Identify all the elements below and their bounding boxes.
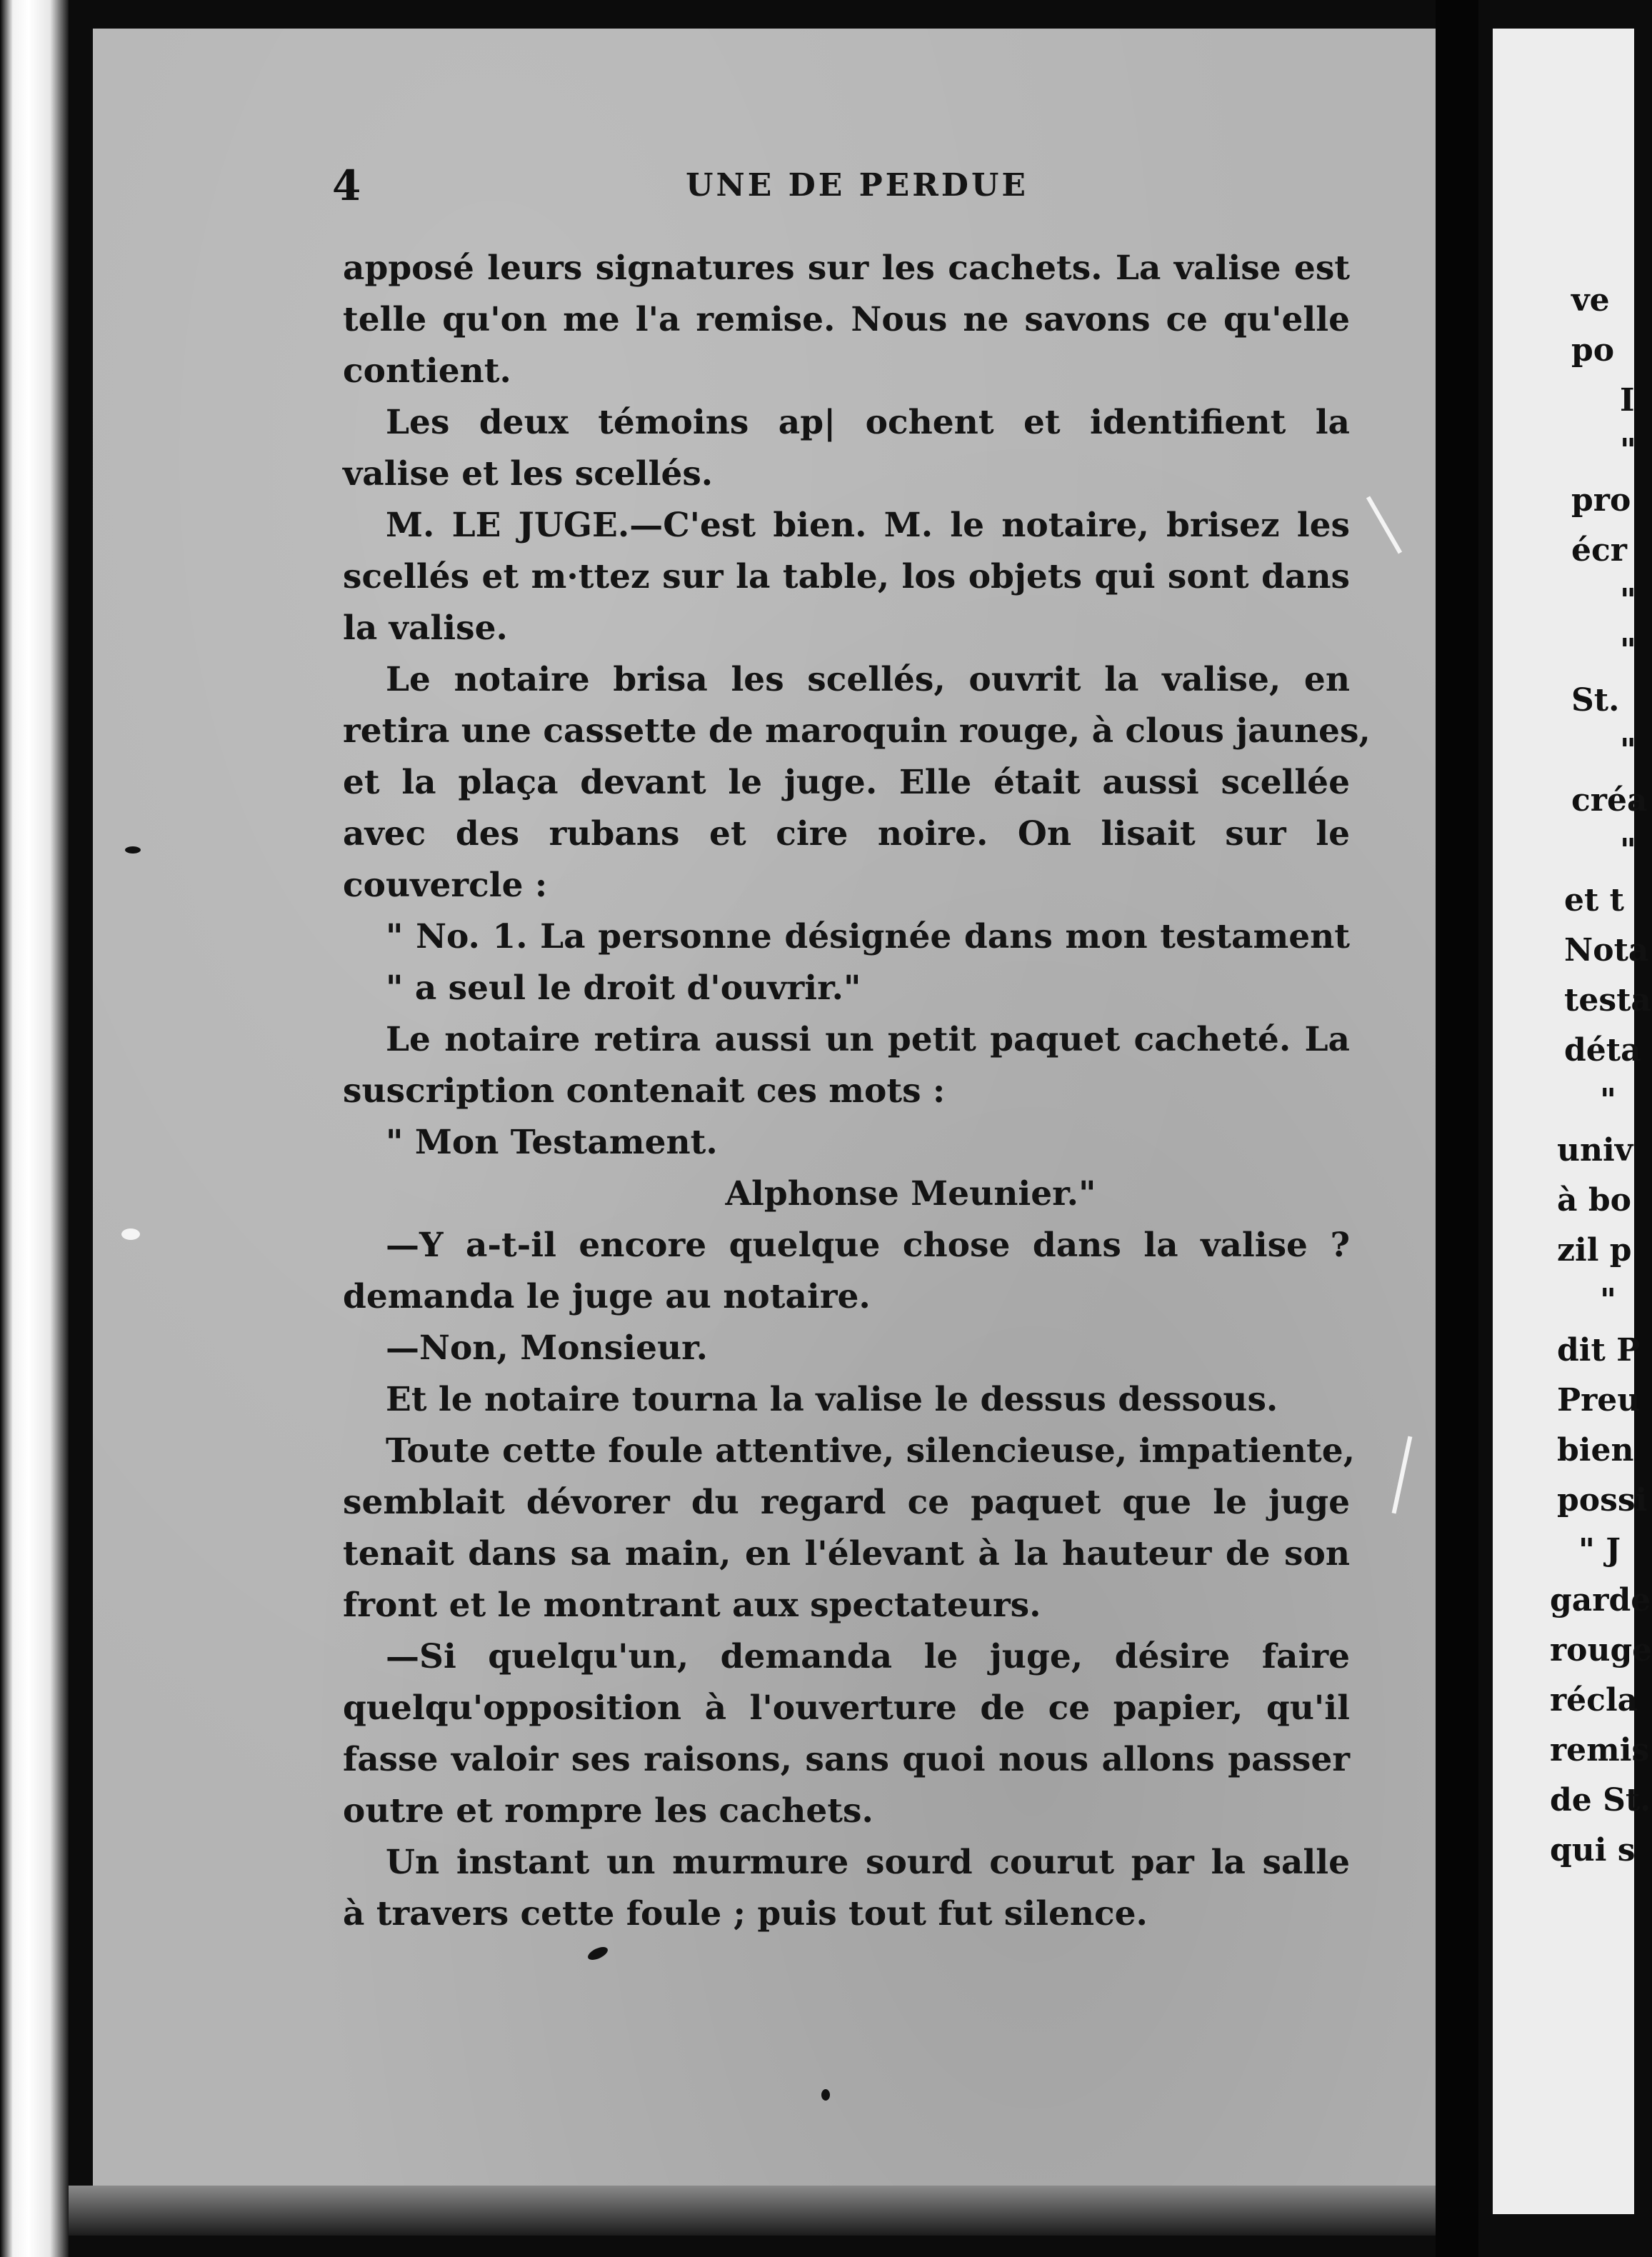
page-number: 4 [332,161,361,210]
ink-speck [125,846,141,854]
facing-text-line: et t [1564,882,1624,919]
text-line: valise et les scellés. [343,454,714,494]
text-line: front et le montrant aux spectateurs. [343,1586,1041,1625]
text-line: et la plaça devant le juge. Elle était aussi scellée [343,763,1350,802]
facing-text-line: de St. [1550,1782,1651,1818]
facing-text-line: I [1620,382,1635,419]
text-line: " a seul le droit d'ouvrir." [386,969,861,1008]
text-line: M. LE JUGE.—C'est bien. M. le notaire, brisez les [386,506,1350,545]
running-title: UNE DE PERDUE [686,167,1028,204]
text-line: —Si quelqu'un, demanda le juge, désire faire [386,1637,1350,1676]
facing-text-line: déta [1564,1032,1641,1069]
text-line: " Mon Testament. [386,1123,718,1162]
text-line: Alphonse Meunier." [725,1174,1096,1213]
facing-text-line: " [1600,1282,1616,1318]
text-line: tenait dans sa main, en l'élevant à la hauteur de son [343,1534,1350,1573]
facing-text-line: écr [1571,532,1627,569]
facing-text-line: garde [1550,1582,1651,1618]
book-gutter [1436,0,1478,2257]
text-line: retira une cassette de maroquin rouge, à clous jaunes, [343,711,1371,751]
text-line: contient. [343,351,511,391]
text-line: demanda le juge au notaire. [343,1277,871,1316]
facing-text-line: qui s [1550,1832,1636,1868]
facing-text-line: à bo [1557,1182,1631,1218]
facing-text-line: " [1620,432,1636,469]
text-line: —Non, Monsieur. [386,1328,708,1368]
facing-text-line: testa [1564,982,1651,1019]
facing-text-line: " [1620,732,1636,769]
facing-text-line: ve [1571,282,1610,319]
page-edge [69,2186,1461,2236]
facing-text-line: " [1620,832,1636,869]
text-line: scellés et m·ttez sur la table, los objets qui sont dans [343,557,1350,596]
text-line: Le notaire retira aussi un petit paquet cacheté. La [386,1020,1350,1059]
facing-text-line: " J [1578,1532,1621,1568]
facing-text-line: Nota [1564,932,1649,969]
facing-text-line: " [1620,582,1636,619]
body-text [343,243,1371,1940]
text-line: avec des rubans et cire noire. On lisait sur le [343,814,1350,854]
text-line: Et le notaire tourna la valise le dessus dessous. [386,1380,1278,1419]
text-line: Le notaire brisa les scellés, ouvrit la valise, en [386,660,1350,699]
text-line: quelqu'opposition à l'ouverture de ce papier, qu'il [343,1688,1350,1728]
facing-text-line: St. [1571,682,1620,719]
facing-text-line: rouge [1550,1632,1652,1668]
facing-text-line: bien [1557,1432,1634,1468]
text-line: suscription contenait ces mots : [343,1071,946,1111]
scan-margin-left [0,0,69,2257]
text-line: couvercle : [343,866,548,905]
text-line: telle qu'on me l'a remise. Nous ne savons ce qu'elle [343,300,1350,339]
facing-text-line: remis [1550,1732,1650,1768]
text-line: Les deux témoins ap| ochent et identifient la [386,403,1350,442]
facing-text-line: univ [1557,1132,1633,1168]
facing-text-line: zil p [1557,1232,1632,1268]
text-line: " No. 1. La personne désignée dans mon testament [386,917,1350,956]
facing-text-line: pro [1571,482,1631,519]
facing-text-line: " [1620,632,1636,669]
facing-text-line: Preu [1557,1382,1641,1418]
page-header [332,161,1382,219]
text-line: Toute cette foule attentive, silencieuse, impatiente, [386,1431,1355,1471]
facing-text-line: récla [1550,1682,1638,1718]
text-line: à travers cette foule ; puis tout fut silence. [343,1894,1148,1933]
scan-scratch [121,1228,140,1240]
text-line: semblait dévorer du regard ce paquet que le juge [343,1483,1350,1522]
facing-text-line: dit P [1557,1332,1641,1368]
ink-speck [821,2089,830,2101]
text-line: outre et rompre les cachets. [343,1791,873,1831]
facing-text-line: po [1571,332,1615,369]
text-line: la valise. [343,609,508,648]
text-line: —Y a-t-il encore quelque chose dans la valise ? [386,1226,1350,1265]
text-line: fasse valoir ses raisons, sans quoi nous allons passer [343,1740,1350,1779]
text-line: Un instant un murmure sourd courut par la salle [386,1843,1350,1882]
facing-text-line: créa [1571,782,1648,819]
text-line: apposé leurs signatures sur les cachets. La valise est [343,249,1350,288]
facing-text-line: possi [1557,1482,1648,1518]
facing-text-line: " [1600,1082,1616,1119]
facing-page [1493,29,1652,2214]
